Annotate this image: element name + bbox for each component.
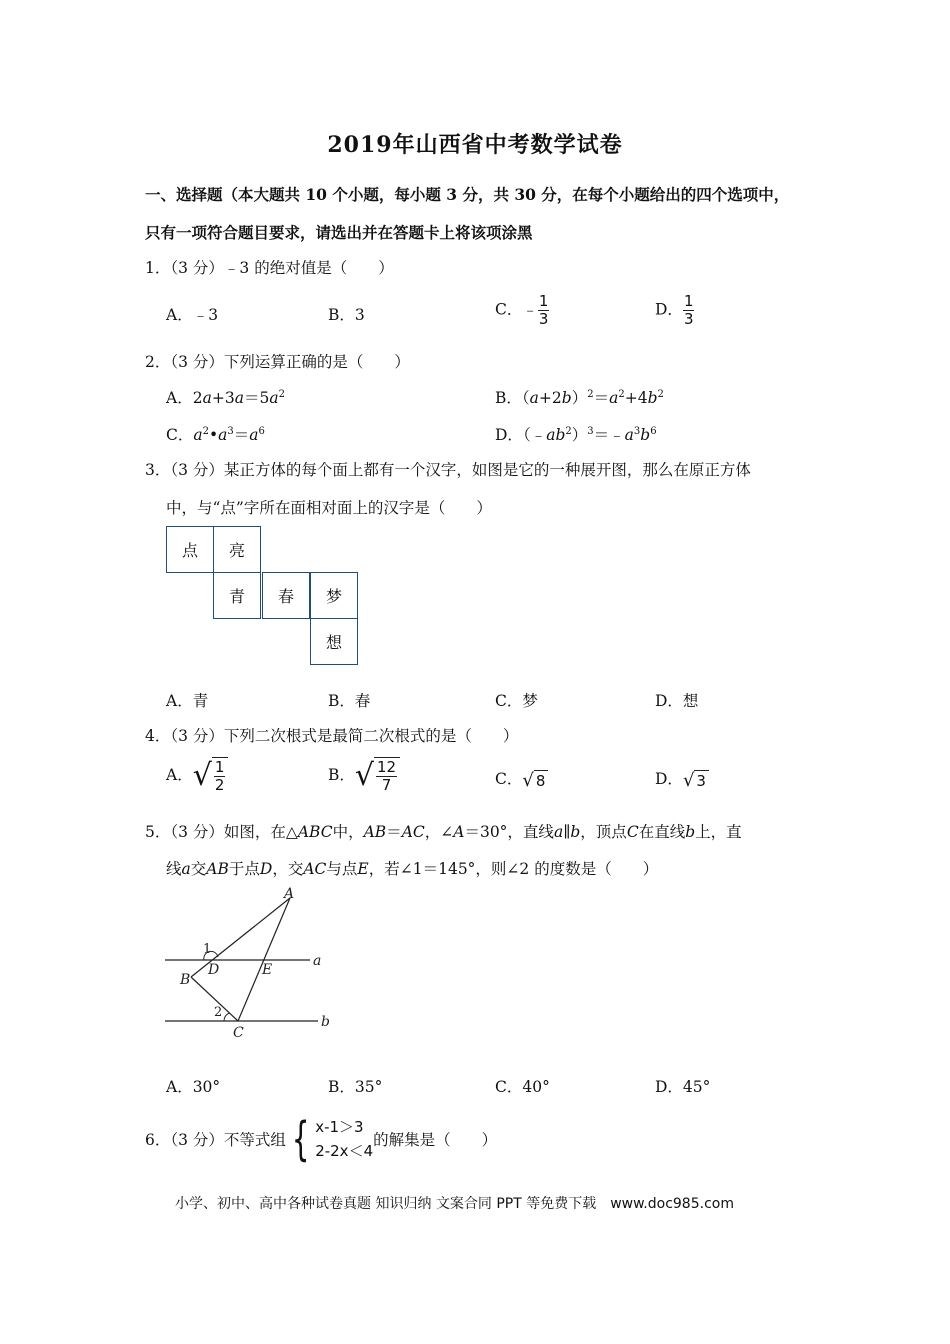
q6-stem-prefix: 6．（3 分）不等式组 <box>145 1131 286 1149</box>
q2-option-a: A．$2a+3a=5a^2$ <box>166 389 285 407</box>
q4-b-sqrt <box>355 757 400 795</box>
label-C: C <box>233 1025 244 1041</box>
label-D: D <box>208 962 220 978</box>
q4-option-b <box>328 757 400 795</box>
label-B: B <box>180 972 191 988</box>
q5-option-d: D．45° <box>655 1078 711 1096</box>
q2-option-b: B．$(a+2b)^2=a^2+4b^2$ <box>495 389 664 407</box>
q1-d-label: D． <box>655 300 683 319</box>
angle-2-arc <box>224 1013 230 1021</box>
q6-inequality-2: 2-2x＜4 <box>315 1142 374 1160</box>
section-heading-line1: 一、选择题（本大题共 10 个小题，每小题 3 分，共 30 分，在每个小题给出的四个选项中， <box>145 185 790 204</box>
q4-option-c <box>495 767 548 791</box>
q5-option-b: B．35° <box>328 1078 383 1096</box>
q6-inequality-1: x-1＞3 <box>315 1118 364 1136</box>
net-cell-liang: 亮 <box>213 526 261 573</box>
q1-stem: 1．（3 分）﹣3 的绝对值是（ ） <box>145 259 394 277</box>
q3-option-d: D．想 <box>655 692 699 710</box>
q1-d-den: 3 <box>683 310 694 328</box>
q3-stem-line2: 中，与“点”字所在面相对面上的汉字是（ ） <box>166 499 492 517</box>
q2-a-label: A． <box>166 389 193 407</box>
q5-option-c: C．40° <box>495 1078 550 1096</box>
q4-a-label: A． <box>166 766 193 784</box>
q4-option-a <box>166 757 228 795</box>
page-footer: 小学、初中、高中各种试卷真题 知识归纳 文案合同 PPT 等免费下载 www.doc985.com <box>175 1196 734 1212</box>
q1-c-fraction <box>538 293 550 328</box>
q2-stem: 2．（3 分）下列运算正确的是（ ） <box>145 353 410 371</box>
label-E: E <box>262 962 273 978</box>
q4-a-den: 2 <box>214 776 225 794</box>
label-angle-1: 1 <box>203 942 212 957</box>
q3-option-b: B．春 <box>328 692 371 710</box>
q4-b-label: B． <box>328 766 355 784</box>
q4-d-sqrt <box>683 770 709 791</box>
q1-d-num: 1 <box>683 292 694 310</box>
radical-icon: √ <box>354 758 375 793</box>
q1-c-sign: ﹣ <box>522 300 538 319</box>
q4-a-sqrt <box>193 757 229 795</box>
q5-option-a: A．30° <box>166 1078 221 1096</box>
q4-option-d <box>655 767 709 791</box>
q5-stem-line1: 5．（3 分）如图，在△ABC中，AB＝AC，∠A＝30°，直线a∥b，顶点C在直线b上，直 <box>145 823 742 841</box>
q1-c-num: 1 <box>538 292 549 310</box>
q4-c-radicand: 8 <box>534 770 549 791</box>
net-cell-chun: 春 <box>262 572 310 619</box>
section-heading-line2: 只有一项符合题目要求，请选出并在答题卡上将该项涂黑 <box>145 223 533 242</box>
radical-icon: √ <box>192 758 212 793</box>
q4-c-label: C． <box>495 770 523 788</box>
radical-icon: √ <box>522 769 534 791</box>
q1-c-label: C． <box>495 300 523 319</box>
left-brace-icon: { <box>291 1112 310 1166</box>
q2-d-label: D． <box>495 426 523 444</box>
label-a: a <box>313 953 322 969</box>
q4-d-label: D． <box>655 770 683 788</box>
net-cell-xiang: 想 <box>310 618 358 665</box>
label-b: b <box>321 1014 330 1030</box>
label-A: A <box>284 886 295 902</box>
q2-option-c: C．$a^2•a^3=a^6$ <box>166 426 265 444</box>
q3-stem-line1: 3．（3 分）某正方体的每个面上都有一个汉字，如图是它的一种展开图，那么在原正方体 <box>145 461 751 479</box>
q4-a-num: 1 <box>214 758 225 776</box>
q2-c-label: C． <box>166 426 194 444</box>
q4-b-num: 12 <box>377 758 397 776</box>
net-cell-meng: 梦 <box>310 572 358 619</box>
q6-stem <box>145 1114 497 1164</box>
q1-option-c <box>495 293 549 328</box>
q2-option-d: D．$(﹣ab^2)^3=﹣a^3b^6$ <box>495 426 657 444</box>
q4-c-sqrt <box>522 770 548 791</box>
q1-option-d <box>655 293 694 328</box>
q2-b-label: B． <box>495 389 522 407</box>
radical-icon: √ <box>682 769 695 791</box>
q1-option-a: A．﹣3 <box>166 306 219 324</box>
q4-d-radicand: 3 <box>694 770 709 791</box>
q5-stem-line2: 线a交AB于点D，交AC与点E，若∠1＝145°，则∠2 的度数是（ ） <box>166 860 659 878</box>
q6-inequality-system <box>286 1114 373 1164</box>
q3-option-a: A．青 <box>166 692 209 710</box>
q4-stem: 4．（3 分）下列二次根式是最简二次根式的是（ ） <box>145 727 519 745</box>
q3-option-c: C．梦 <box>495 692 538 710</box>
q6-stem-suffix: 的解集是（ ） <box>373 1131 498 1149</box>
q4-b-den: 7 <box>381 776 392 794</box>
net-cell-qing: 青 <box>213 572 261 619</box>
q1-c-den: 3 <box>538 310 549 328</box>
label-angle-2: 2 <box>214 1005 223 1020</box>
segment-ab <box>191 898 290 977</box>
net-cell-dian: 点 <box>166 526 214 573</box>
q1-option-b: B．3 <box>328 306 365 324</box>
q1-d-fraction <box>683 293 695 328</box>
triangle-figure <box>160 880 340 1045</box>
page-title: 2019年山西省中考数学试卷 <box>327 132 623 158</box>
